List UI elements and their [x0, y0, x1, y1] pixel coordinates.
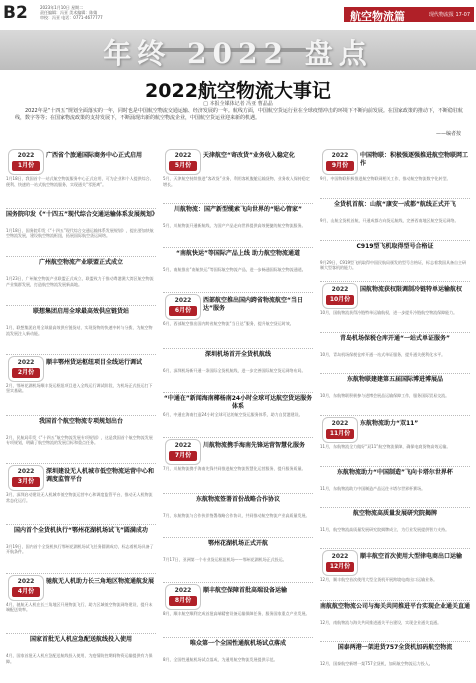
badge-month: 8月份	[169, 596, 197, 606]
badge-month: 5月份	[169, 161, 197, 171]
event-body: 2月，民航局印发《“十四五”航空物流发展专项规划》，这是我国首个航空物流发展专项规划，明确了航空物流的发展目标和重点任务。	[6, 434, 153, 445]
badge-month: 12月份	[326, 562, 354, 572]
entry-divider	[320, 281, 470, 282]
event-body: 6月，中通在海南打造24小时全球可达的航空货运服务体系，助力自贸港建设。	[163, 412, 303, 418]
event-body: 6月，西部航空推出国内跨省航空物流“当日达”服务，提升航空货运时效。	[163, 320, 294, 326]
event-entry	[320, 508, 470, 549]
event-body: 9月，中国物联积极推进航空物联网相关工作，推动航空物流数字化转型。	[320, 176, 451, 181]
event-body: 4月，国家首批无人机应急配送航线投入使用，为疫情防控期间物资运输提供有力保障。	[6, 653, 153, 664]
entry-divider	[163, 582, 313, 583]
event-entry	[163, 393, 313, 438]
event-body: 9月，山航全货机首航，开通成都方向货运航线，完善西南地区航空货运网络。	[320, 218, 459, 224]
entry-divider	[320, 548, 470, 549]
event-body: 5月，南航推出“南航快运”等国际航空物流产品，进一步畅通国际航空物流通道。	[163, 267, 306, 273]
event-body: 11月，东航物流全力做好“双11”航空物流保障，确保电商货物高效运输。	[320, 443, 451, 449]
section-banner	[344, 7, 474, 22]
badge-year: 2022	[331, 152, 349, 159]
event-heading: 顺丰鄂州货运枢纽项目全线运行调试	[46, 358, 143, 366]
month-badge	[322, 417, 358, 443]
event-entry	[163, 538, 313, 583]
event-body: 2月，鄂州花湖机场顺丰货运枢纽项目进入全线运行调试阶段，为机场正式投运打下坚实基础。	[6, 382, 153, 394]
badge-month: 3月份	[12, 477, 40, 487]
month-badge	[165, 149, 201, 175]
event-heading: 国务院印发《“十四五”现代综合交通运输体系发展规划》	[6, 210, 158, 218]
entry-divider	[320, 507, 470, 508]
event-body: 1月23日，广州航空物流产业联盟正式成立，联盟致力于推动粤港澳大湾区航空物流产业集群发展，打造航空物流发展新高地。	[6, 276, 154, 287]
badge-month: 4月份	[12, 587, 40, 597]
badge-month: 6月份	[169, 306, 197, 316]
event-body: 1月，联想集团启用全球最高效供应链货站，实现货物的快速中转与分拨，为航空物流发展注入新动能。	[6, 325, 153, 336]
event-entry	[6, 464, 156, 525]
event-heading: 顺丰航空首次使用大型律电商出口运输	[360, 553, 463, 561]
badge-year: 2022	[174, 441, 192, 449]
event-heading: 南航航空物流公司与海关共同推进平台实现企业通关直通	[320, 602, 471, 610]
event-heading: 国泰两港一架进货757全货机加码航空物流	[337, 643, 453, 651]
event-heading: 中国物联：积极强逐强推进航空物联网工作	[360, 152, 469, 167]
event-body: 5月，川航物流开通新航线，为国产产品走向世界提供高效便捷的航空物流服务。	[163, 222, 306, 228]
header-meta	[40, 5, 130, 20]
entry-divider	[320, 641, 470, 642]
event-body: 7月，东航物流与合作伙伴签署战略合作协议，共同推动航空物流产业高质量发展。	[163, 512, 310, 518]
event-entry	[320, 601, 470, 642]
event-entry	[6, 525, 156, 574]
event-heading: 青岛机场保税仓库开通“一站式单证服务”	[340, 335, 450, 343]
event-heading: 航空物流高质量发展研究院揭牌	[352, 510, 437, 518]
event-entry	[320, 241, 470, 282]
event-heading: 国内首个全货机执行“鄂州花湖机场试飞”圆满成功	[14, 526, 148, 534]
badge-month: 1月份	[12, 161, 40, 171]
event-heading: 顺丰航空保障首批高端设备运输	[203, 586, 288, 594]
event-body: 12月，顺丰航空首次使用大型全货机开展跨境电商出口运输业务。	[320, 577, 438, 583]
entry-divider	[320, 415, 470, 416]
section-subtitle: 现代物流报 17-07	[428, 12, 470, 18]
banner-text: 年终 2022 盘点	[103, 37, 373, 70]
badge-year: 2022	[174, 296, 192, 304]
month-badge	[8, 356, 44, 382]
event-entry	[320, 374, 470, 415]
event-entry	[163, 494, 313, 539]
badge-month: 10月份	[326, 295, 354, 305]
event-heading: 东航物流助力“中国制造”飞向卡塔尔世界杯	[337, 468, 453, 476]
event-body: 11月，东航物流助力中国制造产品运往卡塔尔世界杯赛场。	[320, 485, 426, 491]
event-entry	[320, 642, 470, 683]
entry-divider	[163, 203, 313, 204]
event-body: 11月，航空物流高质量发展研究院揭牌成立，为行业发展提供智力支持。	[320, 527, 450, 533]
meta-editors: 责任编辑：冯亚 美术编辑：陈婧	[40, 10, 98, 15]
entry-divider	[320, 466, 470, 467]
event-heading: 东航物联建建第五届国际博进博展品	[346, 376, 443, 384]
page-title: 2022航空物流大事记	[145, 80, 331, 102]
badge-month: 7月份	[169, 451, 197, 461]
entry-divider	[320, 332, 470, 333]
month-badge	[322, 283, 358, 309]
entry-divider	[163, 637, 313, 638]
entry-divider	[6, 208, 156, 209]
event-entry	[6, 416, 156, 465]
event-entry	[320, 199, 470, 240]
event-body: 12月，南航物流与海关共同推进通关平台建设，实现企业通关直通。	[320, 619, 442, 625]
column-1	[6, 148, 156, 683]
event-entry	[6, 634, 156, 683]
event-body: 12月，国泰航空新增一架757全货机，加码航空物流运力投入。	[320, 660, 433, 666]
badge-year: 2022	[17, 358, 35, 366]
event-heading: 深圳机场首开全货机航线	[204, 350, 271, 358]
event-heading: 东航物流助力“双11”	[360, 419, 419, 427]
event-body: 6月，深圳机场新开通一条国际全货机航线，进一步完善国际航空货运网络布局。	[163, 367, 306, 373]
event-heading: 国家首批无人机应急配送航线投入使用	[29, 636, 132, 644]
badge-year: 2022	[331, 285, 349, 293]
event-heading: 西部航空推出国内跨省物流航空“当日达”服务	[203, 296, 303, 312]
event-heading: “中通在”新闻海南椰杨南24小时全球可达航空货运服务体系	[163, 395, 313, 411]
meta-date: 2023年1月10日 星期二	[40, 5, 84, 10]
badge-year: 2022	[17, 468, 35, 476]
event-entry	[6, 355, 156, 416]
entry-divider	[163, 537, 313, 538]
entry-divider	[163, 392, 313, 393]
event-body: 1月18日，国务院印发《“十四五”现代综合交通运输体系发展规划》，提出要加快航空物流发展，建设航空物流枢纽，拓展国际航空货运网络。	[6, 227, 154, 239]
entry-divider	[6, 415, 156, 416]
event-body: 9月29日，C919型飞机取得中国民航局颁发的型号合格证，标志着我国具备自主研制大型客机的能力。	[320, 259, 467, 271]
badge-month: 11月份	[326, 429, 354, 439]
event-heading: 我国首个航空物流专项规划出台	[38, 417, 123, 425]
event-entry	[6, 148, 156, 209]
meta-contact: 审校：冯亚 电话：0771-4677777	[40, 15, 103, 20]
event-body: 10月，国航物流获得冷链特单运输航权，进一步提升冷链航空物流保障能力。	[320, 309, 458, 315]
month-badge	[165, 584, 201, 610]
entry-divider	[6, 573, 156, 574]
event-entry	[163, 349, 313, 394]
event-entry	[6, 257, 156, 306]
editor-note: 2022年是“十四五”规划全面落实的一年，同时也是中国航空物流交通运输、经济发展的一年。航线方面，中国航空货运行业在全球疫情冲击的环境下不断向前发展。在国家政策的推动下，不断稳驻航线，数字等等；在国家物流政策的支持发展下，不断涌现出新的航空物流企业，中国航空货运业迎来新的机遇。	[15, 108, 463, 121]
event-entry	[6, 209, 156, 258]
entry-divider	[320, 240, 470, 241]
byline: □ 本报全媒体记者 冯亚 曹晶晶	[203, 101, 273, 107]
event-heading: 广州航空物流产业联盟正式成立	[38, 259, 123, 267]
event-entry	[163, 204, 313, 249]
entry-divider	[163, 348, 313, 349]
event-heading: 川航物流携手海南先锋运营智慧化服务	[203, 441, 306, 449]
event-entry	[320, 416, 470, 467]
section-number: B2	[3, 3, 28, 23]
event-heading: 天津航空“寄改货”业务收入稳定化	[203, 152, 295, 159]
event-body: 7月17日，亚洲第一个专业货运枢纽机场——鄂州花湖机场正式投运。	[163, 557, 287, 563]
event-body: 4月，驰航无人机在长三角地区开展物流飞行，助力区域低空物流网络建设，提升末端配送效率。	[6, 601, 153, 613]
event-heading: 联想集团启用全球最高效供应链货站	[32, 308, 129, 316]
event-heading: 广西省个旅通国际商务中心正式启用	[46, 152, 143, 159]
page-header	[0, 0, 476, 30]
month-badge	[165, 294, 201, 320]
badge-year: 2022	[17, 152, 35, 159]
month-badge	[322, 149, 358, 175]
event-entry	[6, 574, 156, 635]
event-heading: 国航物流获权限调制冷链特单运输航权	[360, 285, 463, 293]
month-badge	[322, 550, 358, 576]
event-entry	[163, 638, 313, 683]
month-badge	[8, 465, 44, 491]
badge-year: 2022	[17, 577, 35, 585]
entry-divider	[6, 463, 156, 464]
entry-divider	[163, 292, 313, 293]
event-heading: “南航快运”等国际产品上线 助力航空物流通道	[176, 250, 300, 258]
event-entry	[163, 583, 313, 639]
badge-year: 2022	[331, 553, 349, 561]
entry-divider	[320, 373, 470, 374]
month-badge	[8, 149, 44, 175]
event-heading: C919型飞机取得型号合格证	[356, 242, 434, 250]
event-entry	[320, 282, 470, 333]
event-entry	[320, 333, 470, 374]
entry-divider	[163, 437, 313, 438]
event-body: 8月，顺丰航空顺利完成首批高端精密设备运输保障任务，服务国家重点产业发展。	[163, 610, 310, 616]
year-end-banner	[0, 30, 476, 70]
badge-month: 9月份	[326, 161, 354, 171]
event-heading: 驰航无人机助力长三角地区物流通航发展	[46, 577, 155, 585]
entry-divider	[320, 600, 470, 601]
section-title: 航空物流篇	[350, 10, 405, 23]
event-heading: 东航物流签署首份战略合作协议	[195, 495, 280, 503]
event-entry	[320, 148, 470, 199]
event-body: 3月19日，国内首个全货机执行鄂州花湖机场试飞任务圆满成功，标志着机场具备了开航条件。	[6, 543, 154, 555]
event-entry	[163, 148, 313, 204]
event-heading: 川航物流：国产新型缆索飞向世界的“贴心管家”	[174, 205, 302, 213]
event-entry	[163, 248, 313, 293]
event-heading: 全货机首航：山航“康安一成都”航线正式开飞	[334, 201, 456, 209]
event-body: 8月，全国性通航机场试点落成，为通用航空物流发展提供示范。	[163, 657, 278, 663]
event-heading: 唯众第一个全国性通航机场试点落成	[189, 640, 286, 648]
badge-year: 2022	[174, 586, 192, 594]
event-entry	[6, 306, 156, 355]
entry-divider	[6, 354, 156, 355]
entry-divider	[6, 305, 156, 306]
event-body: 7月，川航物流携手海南先锋共同推进航空物流智慧化运营服务，提升服务质量。	[163, 465, 306, 471]
event-heading: 深圳建设无人机城市低空物流运营中心和调度监管平台	[46, 468, 155, 484]
event-body: 10月，东航物联积极参与进博会展品运输保障工作，服务国际贸易交流。	[320, 393, 450, 399]
column-3	[320, 148, 470, 683]
event-entry	[163, 438, 313, 494]
event-entry	[320, 549, 470, 600]
event-body: 1月18日，我国首个一站式航空物流服务中心正式启用，可为企业和个人提供综合、便利、快速的一站式航空物流服务，实现通关“零距离”。	[6, 176, 154, 187]
event-entry	[320, 467, 470, 508]
event-heading: 鄂州花湖机场正式开航	[207, 540, 268, 548]
badge-year: 2022	[174, 152, 192, 159]
month-badge	[8, 575, 44, 601]
event-entry	[163, 293, 313, 349]
editor-signature: ——编者按	[435, 131, 461, 137]
event-body: 5月，天津航空持续推进“客改货”业务，利用客机腹舱运输货物，业务收入保持稳定增长。	[163, 176, 310, 187]
entry-divider	[320, 198, 470, 199]
entry-divider	[6, 256, 156, 257]
event-body: 10月，青岛机场保税仓库开通一站式单证服务，提升通关便利化水平。	[320, 352, 446, 358]
column-2	[163, 148, 313, 683]
badge-month: 2月份	[12, 368, 40, 378]
badge-year: 2022	[331, 419, 349, 427]
entry-divider	[6, 633, 156, 634]
entry-divider	[163, 247, 313, 248]
entry-divider	[163, 493, 313, 494]
entry-divider	[6, 524, 156, 525]
month-badge	[165, 439, 201, 465]
event-body: 3月，深圳启动建设无人机城市低空物流运营中心和调度监管平台，推动无人机物流常态化运行。	[6, 492, 153, 503]
